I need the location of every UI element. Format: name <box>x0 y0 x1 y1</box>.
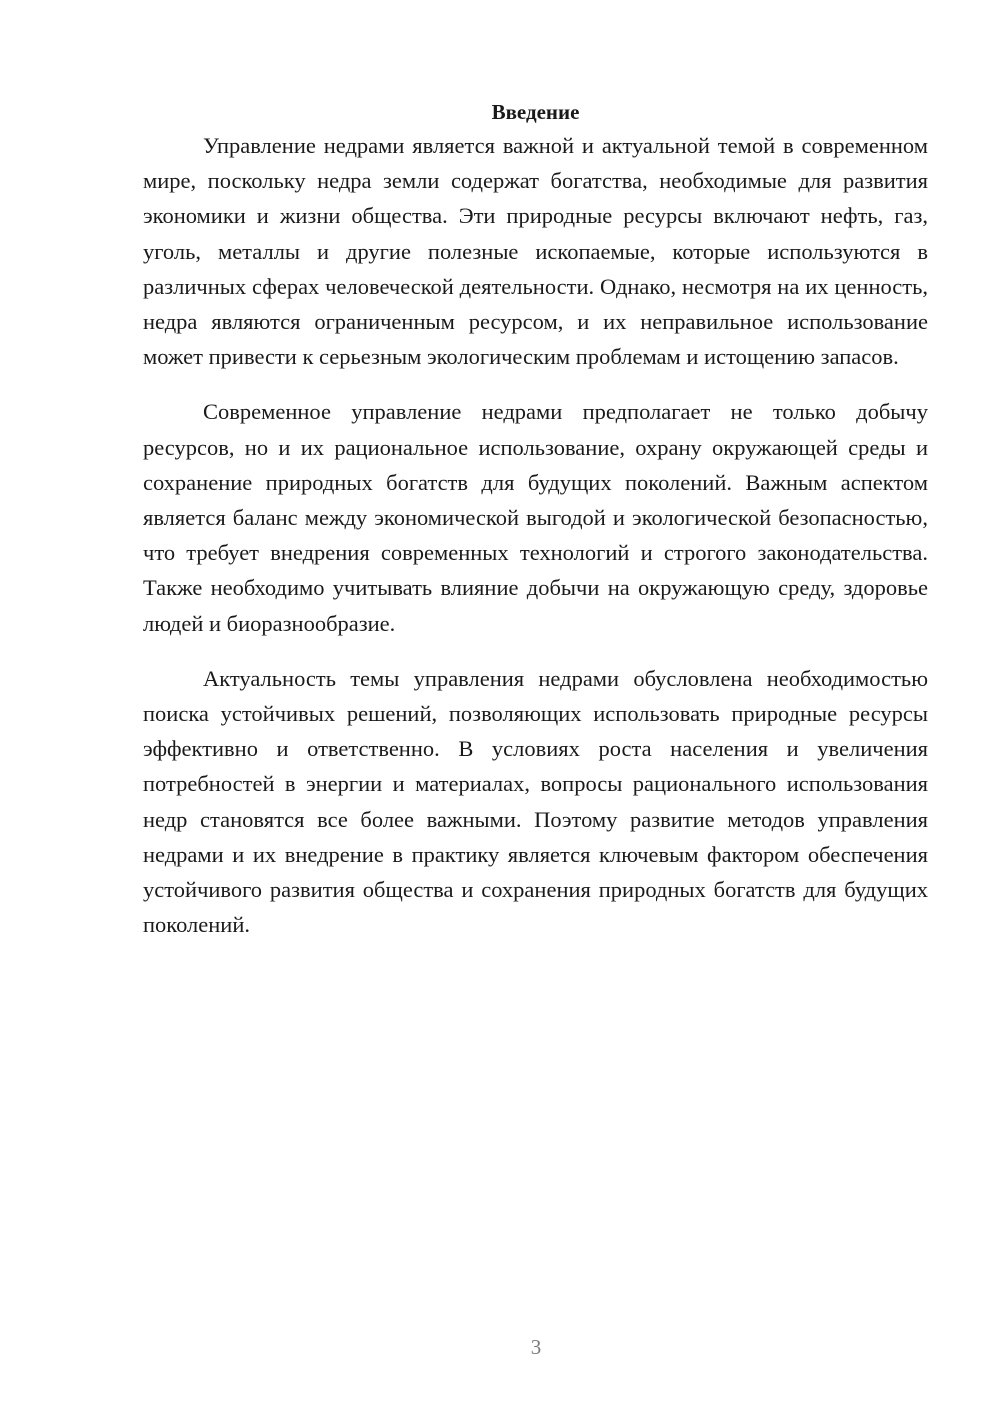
page-number: 3 <box>530 1335 542 1359</box>
paragraph-2: Современное управление недрами предполагает не только добычу ресурсов, но и их рациональное использование, охрану окружающей среды и сохранение природных богатств для будущих поколений. Важным аспектом является баланс между экономической выгодой и экологической безопасностью, что требует внедрения современных технологий и строгого законодательства. Также необходимо учитывать влияние добычи на окружающую среду, здоровье людей и биоразнообразие. <box>143 399 928 636</box>
paragraph-1: Управление недрами является важной и актуальной темой в современном мире, поскольку недра земли содержат богатства, необходимые для развития экономики и жизни общества. Эти природные ресурсы включают нефть, газ, уголь, металлы и другие полезные ископаемые, которые используются в различных сферах человеческой деятельности. Однако, несмотря на их ценность, недра являются ограниченным ресурсом, и их неправильное использование может привести к серьезным экологическим проблемам и истощению запасов. <box>143 133 928 370</box>
paragraph-3: Актуальность темы управления недрами обусловлена необходимостью поиска устойчивых решений, позволяющих использовать природные ресурсы эффективно и ответственно. В условиях роста населения и увеличения потребностей в энергии и материалах, вопросы рационального использования недр становятся все более важными. Поэтому развитие методов управления недрами и их внедрение в практику является ключевым фактором обеспечения устойчивого развития общества и сохранения природных богатств для будущих поколений. <box>143 665 928 938</box>
section-title: Введение <box>491 100 580 124</box>
page-content <box>143 96 928 942</box>
